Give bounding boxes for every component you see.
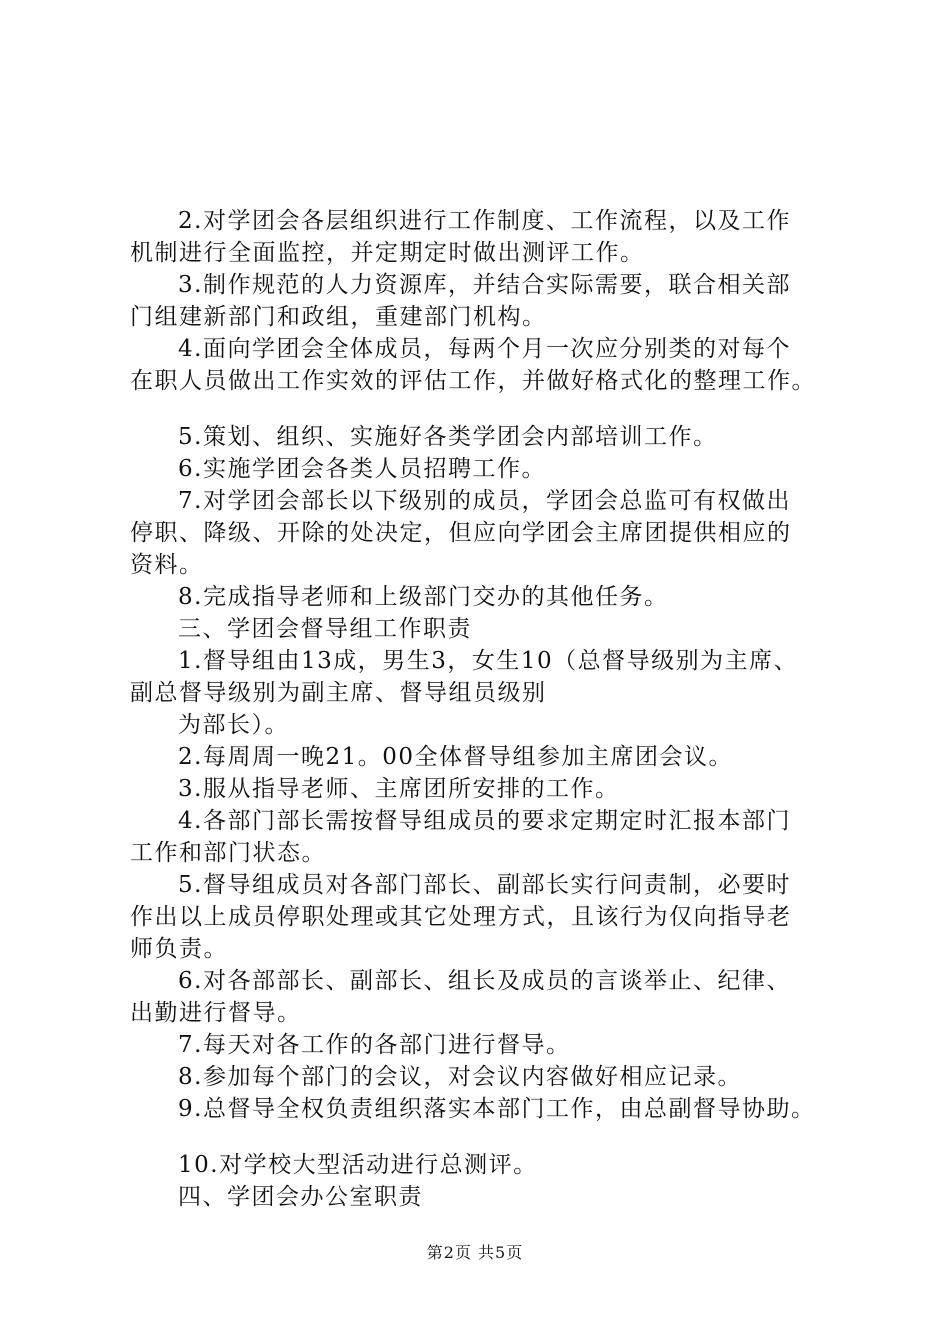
text-line: 5.督导组成员对各部门部长、副部长实行问责制，必要时 (178, 872, 791, 898)
text-line: 资料。 (130, 552, 204, 578)
page-number-footer: 第2页 共5页 (426, 1243, 524, 1262)
text-line: 副总督导级别为副主席、督导组员级别 (130, 680, 547, 706)
document-body (130, 205, 845, 1213)
paragraph-gap (130, 1125, 845, 1149)
text-line: 4.各部门部长需按督导组成员的要求定期定时汇报本部门 (178, 808, 791, 834)
text-line: 机制进行全面监控，并定期定时做出测评工作。 (130, 240, 645, 266)
text-line: 作出以上成员停职处理或其它处理方式，且该行为仅向指导老 (130, 904, 792, 930)
text-line: 为部长）。 (178, 712, 289, 738)
text-line: 8.参加每个部门的会议，对会议内容做好相应记录。 (178, 1064, 742, 1090)
text-line: 2.每周周一晚21。00全体督导组参加主席团会议。 (178, 744, 733, 770)
text-line: 7.每天对各工作的各部门进行督导。 (178, 1032, 571, 1058)
section-heading: 三、学团会督导组工作职责 (178, 616, 472, 642)
text-line: 师负责。 (130, 936, 228, 962)
text-line: 4.面向学团会全体成员，每两个月一次应分别类的对每个 (178, 336, 791, 362)
text-line: 1.督导组由13成，男生3，女生10（总督导级别为主席、 (178, 648, 799, 674)
text-line: 2.对学团会各层组织进行工作制度、工作流程，以及工作 (178, 208, 791, 234)
text-line: 6.对各部部长、副部长、组长及成员的言谈举止、纪律、 (178, 968, 791, 994)
text-line: 工作和部门状态。 (130, 840, 326, 866)
text-line: 5.策划、组织、实施好各类学团会内部培训工作。 (178, 424, 718, 450)
text-line: 7.对学团会部长以下级别的成员，学团会总监可有权做出 (178, 488, 791, 514)
text-line: 10.对学校大型活动进行总测评。 (178, 1152, 538, 1178)
text-line: 9.总督导全权负责组织落实本部门工作，由总副督导协助。 (178, 1096, 816, 1122)
text-line: 8.完成指导老师和上级部门交办的其他任务。 (178, 584, 669, 610)
text-line: 出勤进行督导。 (130, 1000, 302, 1026)
text-line: 6.实施学团会各类人员招聘工作。 (178, 456, 546, 482)
text-line: 停职、降级、开除的处决定，但应向学团会主席团提供相应的 (130, 520, 792, 546)
text-line: 3.服从指导老师、主席团所安排的工作。 (178, 776, 620, 802)
section-heading: 四、学团会办公室职责 (178, 1184, 423, 1210)
text-line: 在职人员做出工作实效的评估工作，并做好格式化的整理工作。 (130, 368, 816, 394)
text-line: 3.制作规范的人力资源库，并结合实际需要，联合相关部 (178, 272, 791, 298)
paragraph-gap (130, 397, 845, 421)
text-line: 门组建新部门和政组，重建部门机构。 (130, 304, 547, 330)
